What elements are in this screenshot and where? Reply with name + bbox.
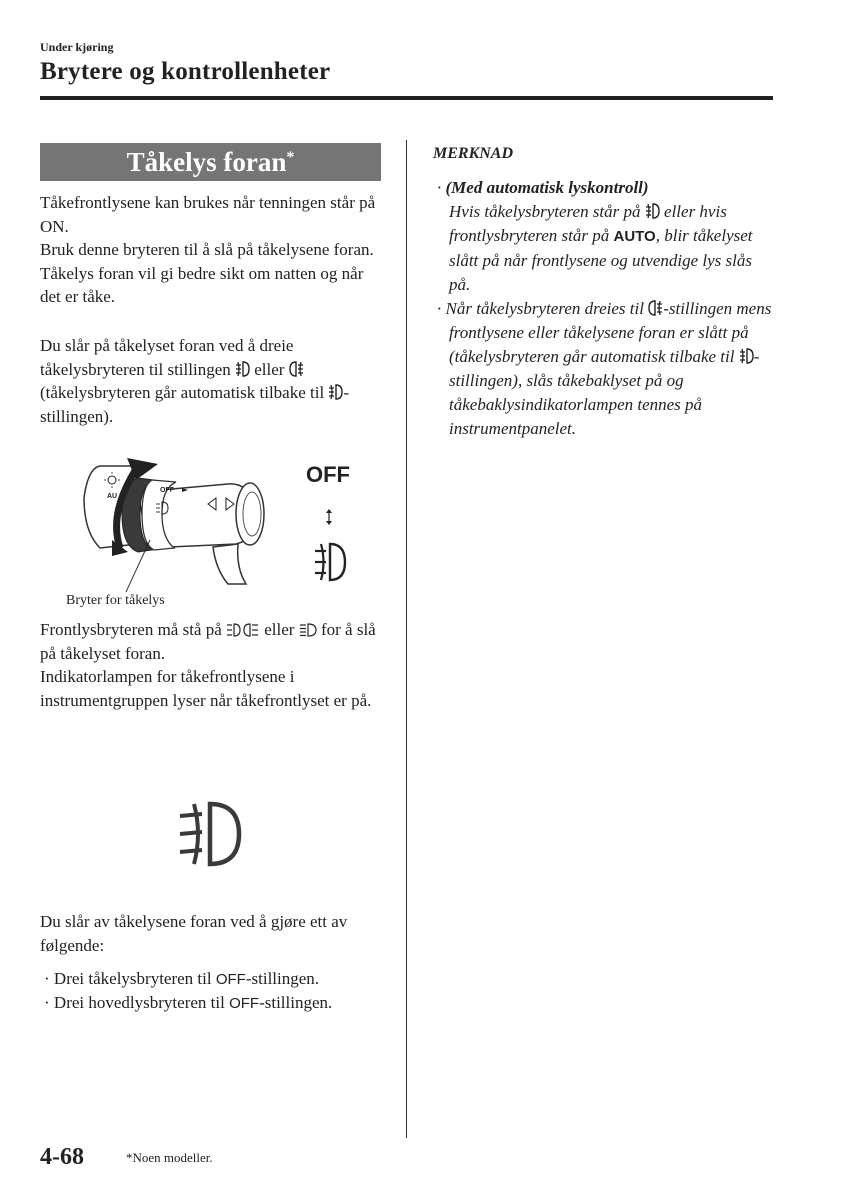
note-text-a: Hvis tåkelysbryteren står på: [449, 202, 641, 221]
front-fog-light-icon: [645, 202, 660, 220]
note-item-body: [437, 297, 777, 441]
front-fog-indicator-icon: [176, 798, 244, 870]
off-position-label: OFF: [306, 462, 350, 487]
paragraph-turn-on: [40, 334, 385, 428]
parking-light-icon: [226, 622, 260, 638]
paragraph-headlight-requirement: [40, 618, 385, 665]
figure-caption: Bryter for tåkelys: [66, 593, 165, 608]
headlight-icon: [299, 622, 317, 638]
bullet-text-c: -stillingen.: [245, 969, 320, 988]
note-item-auto-light: [437, 176, 777, 297]
turn-on-text-a: Du slår på tåkelyset foran ved å dreie tåkelysbryteren til stillingen: [40, 336, 294, 379]
note-item-rear-fog: [437, 297, 777, 441]
front-fog-light-icon: [739, 347, 754, 365]
switch-off-marking: OFF: [160, 487, 174, 494]
note-text-b: eller hvis frontlysbryteren står på: [449, 202, 727, 245]
up-down-arrow-icon: [324, 508, 334, 526]
bullet-text-a: Drei tåkelysbryteren til: [53, 969, 212, 988]
section-label: Under kjøring: [40, 40, 114, 54]
note-item-title: (Med automatisk lyskontroll): [445, 178, 649, 197]
off-position-marking: OFF: [229, 995, 260, 1012]
column-divider: [406, 140, 407, 1138]
note-item-heading: [437, 176, 777, 200]
bullet-text-c: -stillingen.: [259, 993, 333, 1012]
footnote: *Noen modeller.: [126, 1150, 213, 1165]
page-number: 4-68: [40, 1144, 84, 1170]
heading-asterisk: *: [286, 149, 295, 166]
front-fog-light-icon: [235, 360, 250, 378]
bullet-mark: ·: [437, 178, 442, 197]
note-item-body: [437, 200, 777, 297]
note-text-a: Når tåkelysbryteren dreies til: [445, 299, 644, 318]
requirement-text-b: eller: [264, 620, 295, 639]
turn-on-text-b: eller: [254, 359, 285, 379]
paragraph-purpose: Bruk denne bryteren til å slå på tåkelysene foran. Tåkelys foran vil gi bedre sikt om natten og når det er tåke.: [40, 240, 374, 306]
turn-on-text-d: -stillingen).: [40, 383, 350, 426]
paragraph-indicator: Indikatorlampen for tåkefrontlysene i instrumentgruppen lyser når tåkefrontlyset er på.: [40, 667, 372, 710]
note-text-d: , blir tåkelyset slått på når frontlysene og utvendige lys slås på.: [449, 226, 753, 294]
note-title: MERKNAD: [433, 145, 514, 162]
paragraph-ignition: Tåkefrontlysene kan brukes når tenningen står på ON.: [40, 193, 376, 236]
off-position-marking: OFF: [215, 971, 246, 988]
bullet-text-a: Drei hovedlysbryteren til: [53, 993, 225, 1012]
switch-auto-marking: AU: [107, 493, 118, 500]
requirement-text-c: for å slå på tåkelyset foran.: [40, 620, 376, 663]
bullet-mark: ·: [44, 993, 50, 1012]
section-heading: [40, 143, 381, 181]
list-item: [44, 967, 319, 992]
rear-fog-light-icon: [648, 299, 663, 317]
note-text-b: -stillingen mens frontlysene eller tåkelysene foran er slått på (tåkelysbryteren går automatisk tilbake til: [449, 299, 772, 366]
title-rule: [40, 96, 773, 100]
rear-fog-light-icon: [289, 360, 304, 378]
bullet-mark: ·: [44, 969, 50, 988]
turn-on-text-c: (tåkelysbryteren går automatisk tilbake til: [40, 383, 325, 402]
heading-text: Tåkelys foran: [126, 147, 287, 177]
paragraph-turn-off: Du slår av tåkelysene foran ved å gjøre ett av følgende:: [40, 912, 348, 955]
list-item: [44, 991, 332, 1016]
fog-light-switch-illustration: [78, 452, 278, 594]
requirement-text-a: Frontlysbryteren må stå på: [40, 620, 222, 639]
front-fog-light-icon: [328, 383, 343, 401]
front-fog-light-icon: [312, 540, 348, 584]
page-title: Brytere og kontrollenheter: [40, 58, 331, 85]
auto-position-marking: AUTO: [613, 228, 656, 245]
note-text-c: -stillingen), slås tåkebaklyset på og tåkebaklysindikatorlampen tennes på instrumentpanelet.: [449, 347, 760, 438]
bullet-mark: ·: [437, 299, 442, 318]
